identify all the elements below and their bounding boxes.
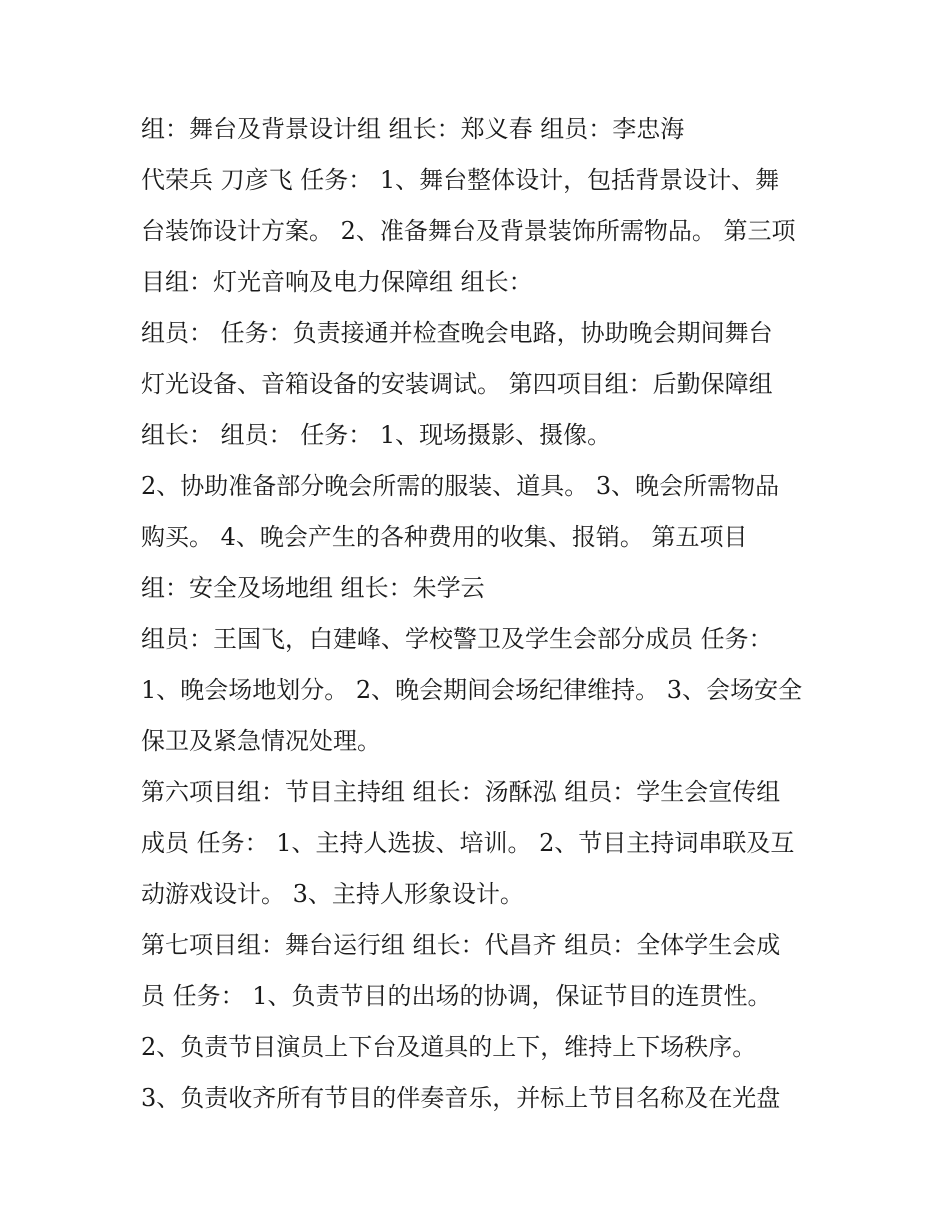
text-line: 保卫及紧急情况处理。 [141, 727, 381, 755]
text-line: 代荣兵 刀彦飞 任务： 1、舞台整体设计，包括背景设计、舞 [141, 166, 780, 194]
text-line: 动游戏设计。 3、主持人形象设计。 [141, 880, 524, 908]
text-line: 组长： 组员： 任务： 1、现场摄影、摄像。 [141, 421, 612, 449]
text-line: 成员 任务： 1、主持人选拔、培训。 2、节目主持词串联及互 [141, 829, 795, 857]
text-line: 第六项目组：节目主持组 组长：汤酥泓 组员：学生会宣传组 [141, 778, 781, 806]
text-line: 目组：灯光音响及电力保障组 组长： [141, 268, 533, 296]
document-body [141, 104, 841, 1124]
text-line: 组员： 任务：负责接通并检查晚会电路，协助晚会期间舞台 [141, 319, 773, 347]
text-line: 台装饰设计方案。 2、准备舞台及背景装饰所需物品。 第三项 [141, 217, 796, 245]
text-line: 组员：王国飞，白建峰、学校警卫及学生会部分成员 任务： [141, 625, 773, 653]
text-line: 1、晚会场地划分。 2、晚会期间会场纪律维持。 3、会场安全 [141, 676, 803, 704]
text-line: 购买。 4、晚会产生的各种费用的收集、报销。 第五项目 [141, 523, 748, 551]
text-line: 3、负责收齐所有节目的伴奏音乐，并标上节目名称及在光盘 [141, 1084, 781, 1112]
text-line: 第七项目组：舞台运行组 组长：代昌齐 组员：全体学生会成 [141, 931, 781, 959]
text-line: 员 任务： 1、负责节目的出场的协调，保证节目的连贯性。 [141, 982, 772, 1010]
text-line: 组：舞台及背景设计组 组长：郑义春 组员：李忠海 [141, 115, 685, 143]
text-line: 组：安全及场地组 组长：朱学云 [141, 574, 485, 602]
text-line: 2、负责节目演员上下台及道具的上下，维持上下场秩序。 [141, 1033, 757, 1061]
text-line: 灯光设备、音箱设备的安装调试。 第四项目组：后勤保障组 [141, 370, 773, 398]
text-line: 2、协助准备部分晚会所需的服装、道具。 3、晚会所需物品 [141, 472, 780, 500]
